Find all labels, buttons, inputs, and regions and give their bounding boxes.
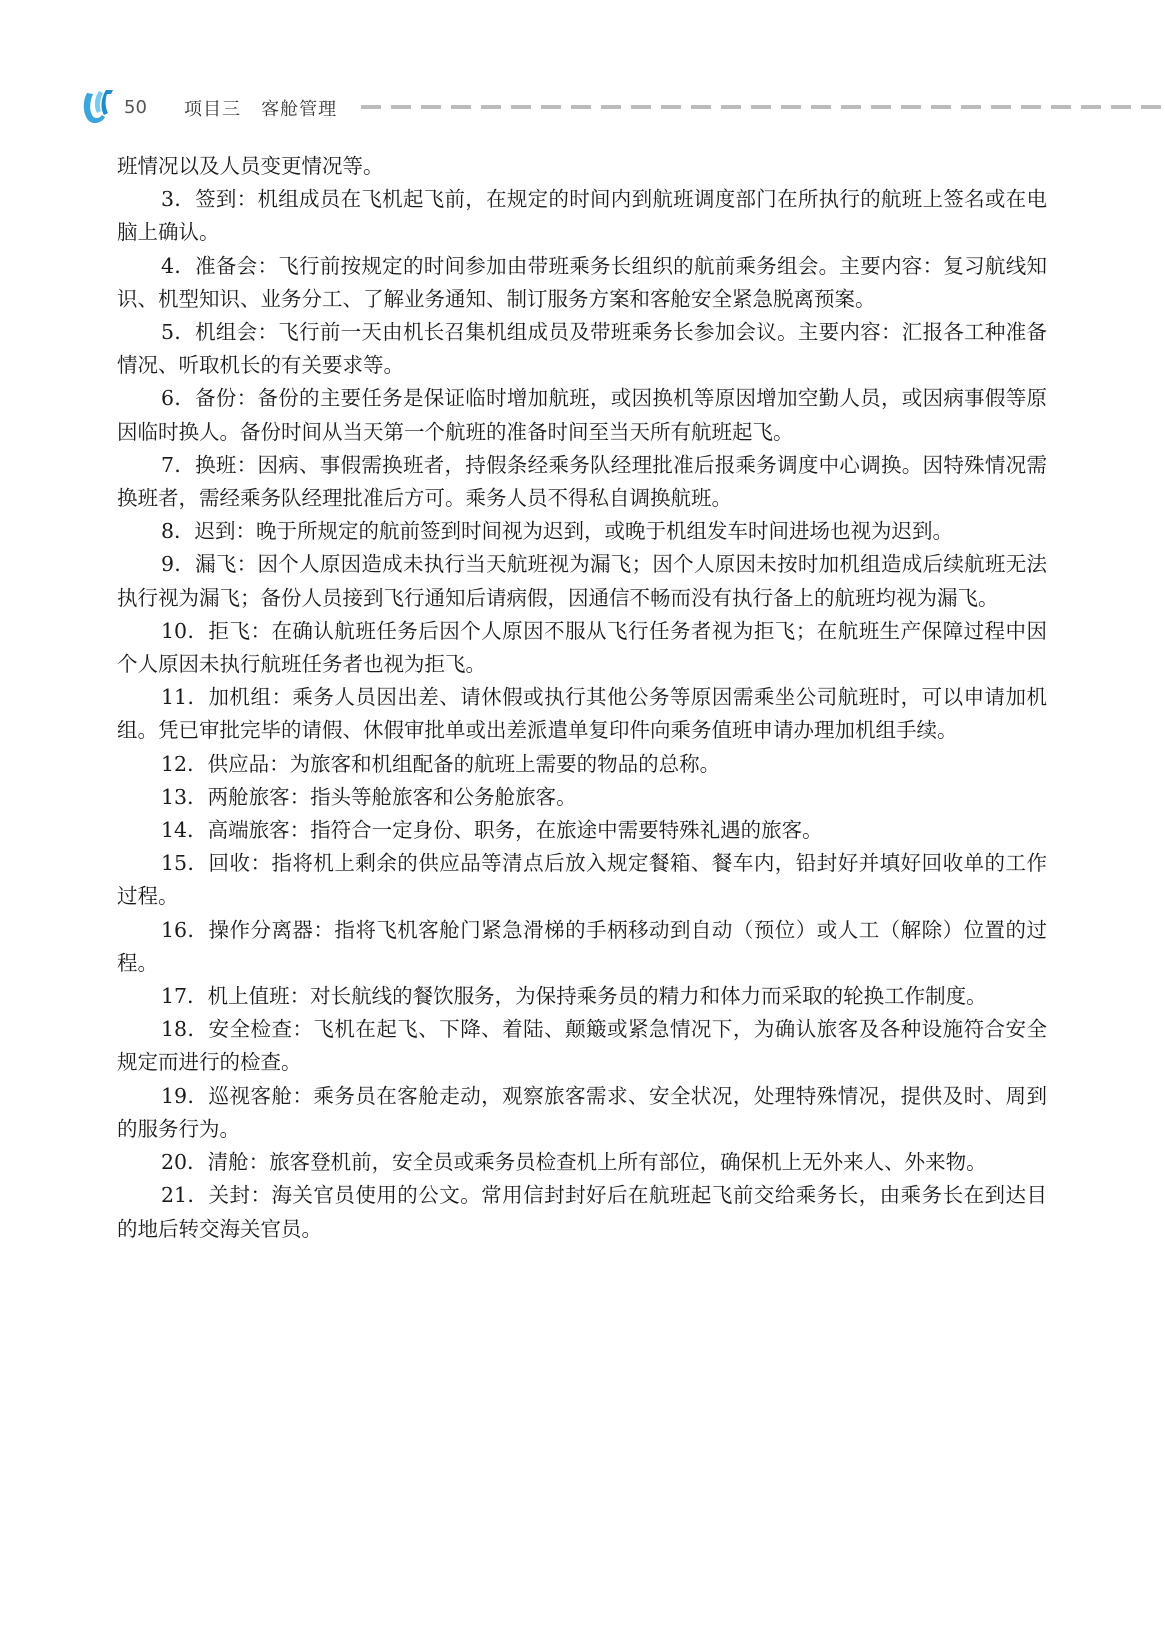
paragraph-continuation: 班情况以及人员变更情况等。 <box>117 154 384 178</box>
header-dashed-rule <box>361 105 1165 109</box>
term-17-onboard-duty: 17．机上值班：对长航线的餐饮服务，为保持乘务员的精力和体力而采取的轮换工作制度。 <box>161 984 987 1009</box>
term-3-sign-in: 3．签到：机组成员在飞机起飞前，在规定的时间内到航班调度部门在所执行的航班上签名或在电脑上确认。 <box>117 187 1047 245</box>
term-6-standby: 6．备份：备份的主要任务是保证临时增加航班，或因换机等原因增加空勤人员，或因病事假等原因临时换人。备份时间从当天第一个航班的准备时间至当天所有航班起飞。 <box>117 386 1047 444</box>
term-8-late: 8．迟到：晚于所规定的航前签到时间视为迟到，或晚于机组发车时间进场也视为迟到。 <box>161 519 954 544</box>
term-4-briefing: 4．准备会：飞行前按规定的时间参加由带班乘务长组织的航前乘务组会。主要内容：复习航线知识、机型知识、业务分工、了解业务通知、制订服务方案和客舱安全紧急脱离预案。 <box>117 253 1047 311</box>
page-number: 50 <box>124 97 147 118</box>
publisher-logo-icon <box>80 88 114 126</box>
term-19-cabin-patrol: 19．巡视客舱：乘务员在客舱走动，观察旅客需求、安全状况，处理特殊情况，提供及时、周到的服务行为。 <box>117 1083 1047 1141</box>
term-20-cabin-clearing: 20．清舱：旅客登机前，安全员或乘务员检查机上所有部位，确保机上无外来人、外来物。 <box>161 1150 987 1175</box>
body-text <box>117 150 1047 1246</box>
term-14-high-end-passengers: 14．高端旅客：指符合一定身份、职务，在旅途中需要特殊礼遇的旅客。 <box>161 818 823 843</box>
term-13-premium-cabins: 13．两舱旅客：指头等舱旅客和公务舱旅客。 <box>161 784 577 809</box>
term-21-customs-seal: 21．关封：海关官员使用的公文。常用信封封好后在航班起飞前交给乘务长，由乘务长在到达目的地后转交海关官员。 <box>117 1183 1047 1241</box>
term-5-crew-meeting: 5．机组会：飞行前一天由机长召集机组成员及带班乘务长参加会议。主要内容：汇报各工种准备情况、听取机长的有关要求等。 <box>117 320 1047 378</box>
term-18-safety-check: 18．安全检查：飞机在起飞、下降、着陆、颠簸或紧急情况下，为确认旅客及各种设施符合安全规定而进行的检查。 <box>117 1017 1047 1075</box>
term-11-extra-crew: 11．加机组：乘务人员因出差、请休假或执行其他公务等原因需乘坐公司航班时，可以申请加机组。凭已审批完毕的请假、休假审批单或出差派遣单复印件向乘务值班申请办理加机组手续。 <box>117 685 1047 743</box>
term-15-recovery: 15．回收：指将机上剩余的供应品等清点后放入规定餐箱、餐车内，铅封好并填好回收单的工作过程。 <box>117 851 1047 909</box>
term-7-shift-swap: 7．换班：因病、事假需换班者，持假条经乘务队经理批准后报乘务调度中心调换。因特殊情况需换班者，需经乘务队经理批准后方可。乘务人员不得私自调换航班。 <box>117 452 1047 511</box>
section-title: 项目三 客舱管理 <box>184 99 338 120</box>
term-9-missed-flight: 9．漏飞：因个人原因造成未执行当天航班视为漏飞；因个人原因未按时加机组造成后续航班无法执行视为漏飞；备份人员接到飞行通知后请病假，因通信不畅而没有执行备上的航班均视为漏飞。 <box>117 552 1047 610</box>
term-12-supplies: 12．供应品：为旅客和机组配备的航班上需要的物品的总称。 <box>161 751 721 776</box>
term-16-slide-arming: 16．操作分离器：指将飞机客舱门紧急滑梯的手柄移动到自动（预位）或人工（解除）位置的过程。 <box>117 917 1047 975</box>
page-header <box>80 88 1165 128</box>
term-10-refusal: 10．拒飞：在确认航班任务后因个人原因不服从飞行任务者视为拒飞；在航班生产保障过程中因个人原因未执行航班任务者也视为拒飞。 <box>117 618 1047 677</box>
